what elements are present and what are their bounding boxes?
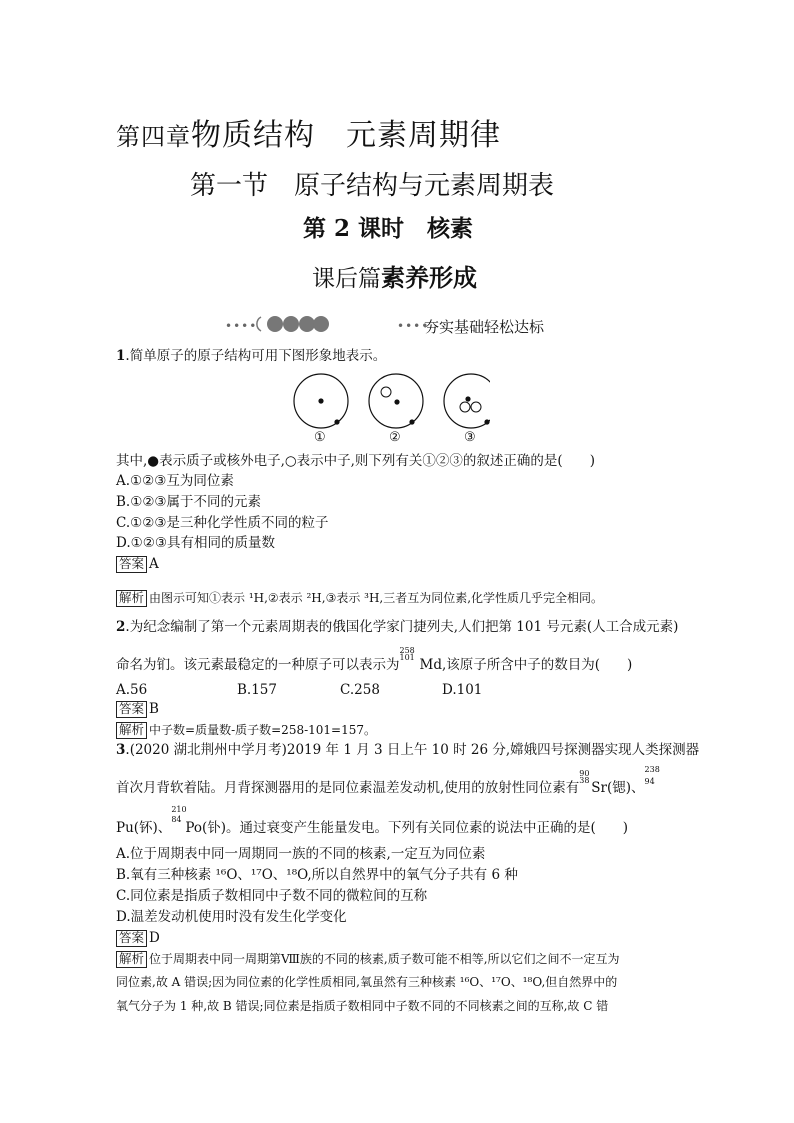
atom-1-icon	[294, 374, 348, 428]
po-z: 84	[171, 815, 182, 824]
q2-answer-value: B	[149, 701, 159, 717]
q1-option-b: B.①②③属于不同的元素	[116, 494, 262, 510]
q2-stem-b-text: 命名为钔。该元素最稳定的一种原子可以表示为	[116, 657, 400, 673]
q3-answer	[116, 930, 160, 947]
pu-text: Pu(钚)、	[116, 820, 172, 836]
diagram-label-2: ②	[389, 430, 401, 445]
q1-option-c: C.①②③是三种化学性质不同的粒子	[116, 515, 329, 531]
q3-stem-a	[116, 744, 699, 758]
ornament-dots-right: ••••	[397, 319, 430, 333]
chapter-title	[116, 110, 501, 154]
lesson-title: 第 2 课时 核素	[303, 215, 474, 242]
po-isotope	[171, 805, 187, 832]
sr-isotope	[579, 769, 591, 792]
answer-tag: 答案	[116, 556, 147, 573]
sr-z: 38	[579, 776, 590, 785]
practice-prefix: 课后篇	[312, 266, 381, 292]
ornament-dots-left: ••••	[225, 319, 258, 333]
practice-title	[312, 258, 477, 293]
q2-stem-a-text: .为纪念编制了第一个元素周期表的俄国化学家门捷列夫,人们把第 101 号元素(人工合成元素)	[125, 619, 679, 635]
q2-analysis-text: 中子数=质量数-质子数=258-101=157。	[149, 723, 377, 737]
q3-option-d: D.温差发动机使用时没有发生化学变化	[116, 909, 347, 925]
diagram-label-3: ③	[464, 430, 476, 445]
q2-stem-a	[116, 621, 678, 635]
q1-analysis	[116, 590, 603, 607]
po-mass: 210	[171, 805, 187, 814]
answer-tag: 答案	[116, 701, 147, 718]
q2-analysis	[116, 722, 376, 739]
q3-option-b: B.氧有三种核素 ¹⁶O、¹⁷O、¹⁸O,所以自然界中的氧气分子共有 6 种	[116, 867, 518, 883]
sr-mass: 90	[579, 769, 590, 778]
atom-3-icon	[444, 374, 490, 428]
q2-iso-sym: Md	[419, 657, 442, 673]
q2-stem-b	[116, 646, 633, 673]
q2-stem-c: ,该原子所含中子的数目为( )	[441, 657, 633, 673]
q3-analysis-1	[116, 951, 620, 968]
chapter-name: 物质结构 元素周期律	[191, 118, 501, 153]
practice-suffix: 素养形成	[381, 263, 477, 292]
q2-answer	[116, 701, 159, 718]
q1-option-d: D.①②③具有相同的质量数	[116, 535, 275, 551]
q3-analysis-3: 氧气分子为 1 种,故 B 错误;同位素是指质子数相同中子数不同的不同核素之间的互称,故 C 错	[116, 999, 609, 1013]
section-title: 第一节 原子结构与元素周期表	[190, 171, 555, 201]
q2-option-d: D.101	[442, 682, 483, 698]
q3-analysis-text-1: 位于周期表中同一周期第Ⅷ族的不同的核素,质子数可能不相等,所以它们之间不一定互为	[149, 952, 620, 966]
answer-tag: 答案	[116, 930, 147, 947]
q1-number: 1	[116, 348, 126, 364]
analysis-tag: 解析	[116, 722, 147, 739]
pu-z: 94	[644, 777, 655, 786]
q3-analysis-2: 同位素,故 A 错误;因为同位素的化学性质相同,氧虽然有三种核素 ¹⁶O、¹⁷O、¹⁸O,但自然界中的	[116, 975, 618, 989]
q3-stem-a-text: .(2020 湖北荆州中学月考)2019 年 1 月 3 日上午 10 时 26 分,嫦娥四号探测器实现人类探测器	[125, 742, 700, 758]
q2-number: 2	[116, 619, 126, 635]
q1-option-a: A.①②③互为同位素	[116, 473, 234, 489]
pu-mass: 238	[644, 765, 660, 774]
q2-option-c: C.258	[340, 682, 380, 698]
q1-answer	[116, 556, 159, 573]
q3-stem-b	[116, 765, 661, 796]
po-text: Po(钋)。通过衰变产生能量发电。下列有关同位素的说法中正确的是( )	[185, 820, 629, 836]
q3-answer-value: D	[149, 930, 160, 946]
pu-isotope-label	[644, 765, 661, 792]
q2-iso-mass: 258	[399, 646, 415, 655]
q1-analysis-text: 由图示可知①表示 ¹H,②表示 ²H,③表示 ³H,三者互为同位素,化学性质几乎完全相同。	[149, 591, 604, 605]
q2-isotope	[399, 646, 420, 669]
q2-iso-z: 101	[399, 653, 415, 662]
q3-stem-c	[116, 805, 629, 836]
q3-option-c: C.同位素是指质子数相同中子数不同的微粒间的互称	[116, 888, 428, 904]
q3-stem-b-text: 首次月背软着陆。月背探测器用的是同位素温差发动机,使用的放射性同位素有	[116, 780, 580, 796]
atom-2-icon	[369, 374, 423, 428]
analysis-tag: 解析	[116, 951, 147, 968]
analysis-tag: 解析	[116, 590, 147, 607]
q3-option-a: A.位于周期表中同一周期同一族的不同的核素,一定互为同位素	[116, 846, 486, 862]
q1-answer-value: A	[149, 556, 159, 572]
q3-number: 3	[116, 742, 126, 758]
subheading: 夯实基础轻松达标	[424, 318, 545, 336]
q2-option-a: A.56	[116, 682, 148, 698]
chapter-prefix: 第四章	[116, 123, 191, 151]
diagram-label-1: ①	[314, 430, 326, 445]
sr-text: Sr(锶)、	[591, 780, 645, 796]
q2-option-b: B.157	[237, 682, 277, 698]
ornament-circles-icon	[253, 313, 333, 335]
q1-stem	[116, 350, 386, 364]
q1-line2: 其中,●表示质子或核外电子,○表示中子,则下列有关①②③的叙述正确的是( )	[116, 453, 595, 469]
q1-stem-text: .简单原子的原子结构可用下图形象地表示。	[125, 348, 387, 364]
